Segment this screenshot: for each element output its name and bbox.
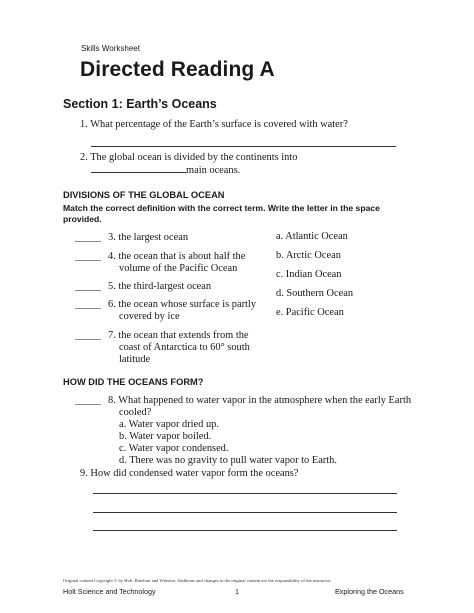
blank-q5[interactable]: _____ bbox=[75, 281, 101, 292]
divisions-heading: DIVISIONS OF THE GLOBAL OCEAN bbox=[63, 190, 225, 200]
divisions-instructions-2: provided. bbox=[63, 214, 102, 224]
answer-line-q9-3[interactable] bbox=[93, 530, 397, 531]
answer-choice-e: e. Pacific Ocean bbox=[276, 307, 344, 318]
answer-choice-b: b. Arctic Ocean bbox=[276, 250, 341, 261]
footer-chapter-title: Exploring the Oceans bbox=[335, 587, 404, 596]
copyright-notice: Original content Copyright © by Holt, Rinehart and Winston. Additions and changes to the original content are the responsibility of the instructor. bbox=[63, 578, 332, 583]
question-7: 7. the ocean that extends from the bbox=[108, 330, 249, 341]
blank-q2[interactable] bbox=[91, 163, 186, 173]
blank-q8[interactable]: _____ bbox=[75, 395, 101, 406]
question-6-line2: covered by ice bbox=[119, 311, 180, 322]
answer-line-q1[interactable] bbox=[91, 146, 396, 147]
question-2: 2. The global ocean is divided by the continents into bbox=[80, 152, 298, 163]
divisions-instructions: Match the correct definition with the correct term. Write the letter in the space bbox=[63, 203, 380, 213]
worksheet-label: Skills Worksheet bbox=[81, 44, 140, 53]
blank-q3[interactable]: _____ bbox=[75, 232, 101, 243]
answer-line-q9-2[interactable] bbox=[93, 512, 397, 513]
question-6: 6. the ocean whose surface is partly bbox=[108, 299, 257, 310]
question-5: 5. the third-largest ocean bbox=[108, 281, 212, 292]
blank-q6[interactable]: _____ bbox=[75, 299, 101, 310]
question-7-line2: coast of Antarctica to 60° south bbox=[119, 342, 250, 353]
question-3: 3. the largest ocean bbox=[108, 232, 189, 243]
section-heading: Section 1: Earth’s Oceans bbox=[63, 97, 217, 111]
answer-line-q9-1[interactable] bbox=[93, 493, 397, 494]
question-8-option-b: b. Water vapor boiled. bbox=[119, 431, 212, 442]
question-8-option-a: a. Water vapor dried up. bbox=[119, 419, 219, 430]
answer-choice-c: c. Indian Ocean bbox=[276, 269, 342, 280]
question-8-option-d: d. There was no gravity to pull water vapor to Earth. bbox=[119, 455, 337, 466]
blank-q4[interactable]: _____ bbox=[75, 251, 101, 262]
question-9: 9. How did condensed water vapor form the oceans? bbox=[80, 468, 299, 479]
question-7-line3: latitude bbox=[119, 354, 151, 365]
footer-book-title: Holt Science and Technology bbox=[63, 587, 156, 596]
question-8-option-c: c. Water vapor condensed. bbox=[119, 443, 229, 454]
footer-page-number: 1 bbox=[235, 587, 239, 596]
question-8-line2: cooled? bbox=[119, 407, 152, 418]
formation-heading: HOW DID THE OCEANS FORM? bbox=[63, 377, 204, 387]
question-4: 4. the ocean that is about half the bbox=[108, 251, 246, 262]
question-2-suffix: main oceans. bbox=[186, 165, 241, 176]
answer-choice-d: d. Southern Ocean bbox=[276, 288, 354, 299]
page-title: Directed Reading A bbox=[80, 58, 275, 81]
blank-q7[interactable]: _____ bbox=[75, 330, 101, 341]
question-1: 1. What percentage of the Earth’s surface is covered with water? bbox=[80, 119, 348, 130]
question-2-line2 bbox=[91, 163, 240, 177]
question-4-line2: volume of the Pacific Ocean bbox=[119, 263, 238, 274]
answer-choice-a: a. Atlantic Ocean bbox=[276, 231, 348, 242]
question-8: 8. What happened to water vapor in the atmosphere when the early Earth bbox=[108, 395, 412, 406]
